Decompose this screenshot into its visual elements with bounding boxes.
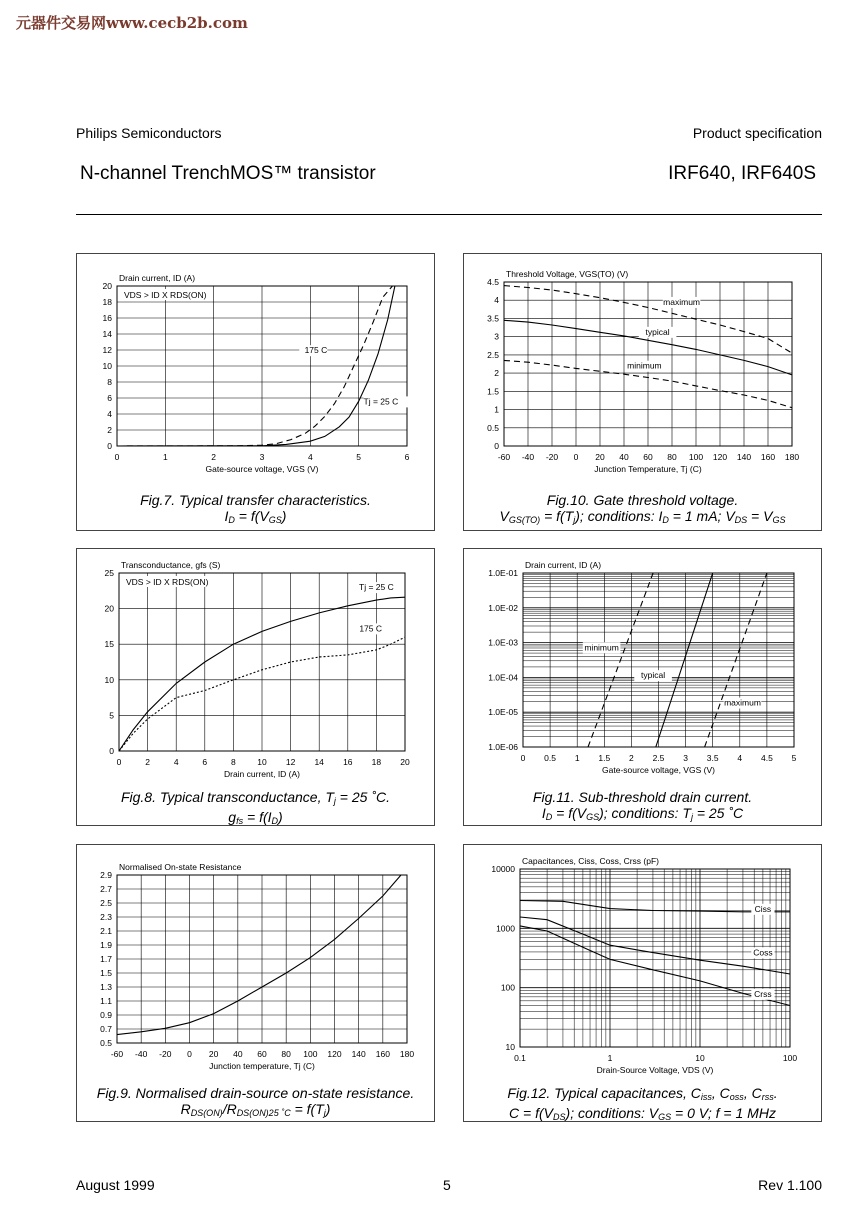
fig11-xtick-label: 5 (791, 753, 797, 763)
fig9-xlabel: Junction temperature, Tj (C) (209, 1061, 315, 1071)
fig8-xtick-label: 10 (257, 757, 267, 767)
fig7-xtick-label: 3 (259, 452, 265, 462)
fig9-ytick-label: 2.3 (100, 912, 112, 922)
fig11-xtick-label: 3 (683, 753, 688, 763)
fig8-xtick-label: 16 (343, 757, 353, 767)
fig9-ytick-label: 2.5 (100, 898, 112, 908)
fig12-xlabel: Drain-Source Voltage, VDS (V) (596, 1065, 714, 1075)
fig9-xtick-label: 0 (187, 1049, 192, 1059)
fig9-ytick-label: 1.9 (100, 940, 112, 950)
fig11-xtick-label: 2 (629, 753, 634, 763)
fig8-annotation: VDS > ID X RDS(ON) (126, 577, 209, 587)
doc-type: Product specification (692, 125, 822, 141)
fig11-panel (463, 548, 822, 826)
fig7-ytick-label: 8 (107, 377, 112, 387)
fig12-series-coss (520, 917, 790, 974)
fig12-chart (464, 845, 821, 1121)
fig7-ytick-label: 10 (102, 361, 112, 371)
fig9-ytick-label: 0.9 (100, 1010, 112, 1020)
fig12-title: Capacitances, Ciss, Coss, Crss (pF) (522, 856, 659, 866)
fig10-ytick-label: 0 (494, 441, 499, 451)
fig10-xlabel: Junction Temperature, Tj (C) (594, 464, 702, 474)
footer-date: August 1999 (76, 1177, 155, 1193)
fig7-xtick-label: 2 (211, 452, 217, 462)
fig9-xtick-label: 120 (327, 1049, 342, 1059)
fig9-ytick-label: 2.1 (100, 926, 112, 936)
fig10-xtick-label: -20 (545, 452, 559, 462)
fig8-xtick-label: 14 (314, 757, 324, 767)
fig10-ytick-label: 4.5 (487, 277, 499, 287)
fig9-ytick-label: 2.9 (100, 870, 112, 880)
fig12-ytick-label: 100 (500, 982, 515, 993)
fig11-xtick-label: 0.5 (544, 753, 557, 763)
fig8-xtick-label: 2 (145, 757, 150, 767)
fig10-title: Threshold Voltage, VGS(TO) (V) (506, 269, 629, 279)
fig11-series-minimum (588, 573, 653, 747)
fig7-chart (77, 254, 434, 530)
fig11-xtick-label: 2.5 (652, 753, 665, 763)
fig9-xtick-label: 20 (208, 1049, 219, 1059)
fig9-xtick-label: 160 (375, 1049, 390, 1059)
fig8-ytick-label: 20 (104, 603, 114, 614)
fig8-xtick-label: 18 (371, 757, 382, 767)
fig7-ytick-label: 12 (102, 345, 112, 355)
part-number: IRF640, IRF640S (668, 163, 816, 184)
fig10-series-label: minimum (627, 360, 662, 371)
fig9-xtick-label: -60 (110, 1049, 124, 1059)
fig7-series-label: 175 C (304, 345, 328, 356)
fig7-title: Drain current, ID (A) (119, 273, 196, 283)
fig7-ytick-label: 2 (107, 425, 112, 435)
fig10-xtick-label: 60 (643, 452, 653, 462)
fig10-xtick-label: 160 (760, 452, 776, 462)
fig12-xtick-label: 10 (695, 1053, 705, 1063)
fig10-xtick-label: -40 (521, 452, 535, 462)
fig7-caption: Fig.7. Typical transfer characteristics. $I_D = f(V_{GS})$ (140, 492, 371, 525)
header-rule (76, 214, 822, 215)
fig12-panel (463, 844, 822, 1122)
fig9-ytick-label: 0.7 (100, 1024, 112, 1034)
fig10-ytick-label: 1.5 (487, 386, 499, 397)
fig7-xtick-label: 0 (114, 452, 120, 462)
fig10-xtick-label: 80 (667, 452, 677, 462)
fig12-ytick-label: 10000 (491, 864, 515, 874)
fig7-ytick-label: 20 (102, 281, 112, 291)
fig8-xtick-label: 0 (116, 757, 122, 767)
fig12-xtick-label: 0.1 (514, 1053, 526, 1063)
fig7-xlabel: Gate-source voltage, VGS (V) (205, 464, 319, 474)
fig8-caption: Fig.8. Typical transconductance, $T_j = 25$ ˚C. $g_{fs} = f(I_D)$ (120, 789, 391, 826)
fig9-ytick-label: 1.3 (100, 982, 112, 992)
fig12-series-label: Coss (753, 947, 773, 958)
fig11-chart (464, 549, 821, 825)
fig9-caption: Fig.9. Normalised drain-source on-state resistance. $R_{DS(ON)}/R_{DS(ON)25 ˚C} = f(T_j)$ (96, 1085, 415, 1118)
fig9-xtick-label: 40 (233, 1049, 243, 1059)
fig10-xtick-label: 0 (573, 452, 579, 462)
fig10-xtick-label: 20 (595, 452, 605, 462)
fig8-xtick-label: 8 (231, 757, 236, 767)
fig7-ytick-label: 0 (107, 441, 112, 451)
fig11-caption: Fig.11. Sub-threshold drain current. $I_D = f(V_{GS})$; conditions: $T_j = 25$ ˚C (532, 789, 753, 822)
fig8-ytick-label: 10 (104, 674, 114, 685)
fig12-xtick-label: 100 (782, 1053, 798, 1063)
fig12-caption: Fig.12. Typical capacitances, $C_{iss}$, $C_{oss}$, $C_{rss}$. $C = f(V_{DS})$; conditions: $V_{GS} = 0$ V; f = 1 MHz (507, 1085, 778, 1122)
fig8-panel (76, 548, 435, 826)
fig9-xtick-label: 100 (303, 1049, 318, 1059)
product-title: N-channel TrenchMOS™ transistor (80, 163, 376, 184)
fig10-caption: Fig.10. Gate threshold voltage. $V_{GS(TO)} = f(T_j)$; conditions: $I_D = 1$ mA; $V_{DS} = V_{GS}$ (499, 492, 786, 525)
fig11-xtick-label: 0 (520, 753, 526, 763)
fig11-title: Drain current, ID (A) (525, 560, 602, 570)
fig12-series-label: Crss (754, 988, 772, 999)
fig9-xtick-label: 180 (399, 1049, 415, 1059)
fig10-xtick-label: 140 (736, 452, 752, 462)
fig10-ytick-label: 3 (494, 331, 499, 342)
fig11-ytick-label: 1.0E-02 (488, 602, 518, 613)
fig10-ytick-label: 0.5 (487, 422, 499, 433)
fig12-ytick-label: 1000 (496, 923, 515, 934)
fig11-ytick-label: 1.0E-01 (488, 568, 518, 578)
fig10-chart (464, 254, 821, 530)
fig7-ytick-label: 4 (107, 409, 112, 419)
fig8-xtick-label: 20 (400, 757, 410, 767)
fig9-panel (76, 844, 435, 1122)
fig8-ytick-label: 5 (109, 710, 114, 721)
fig10-ytick-label: 2 (494, 368, 499, 379)
fig10-ytick-label: 1 (494, 404, 499, 415)
fig11-xtick-label: 1.5 (598, 753, 611, 763)
fig11-ytick-label: 1.0E-04 (488, 672, 518, 683)
fig7-panel (76, 253, 435, 531)
fig10-ytick-label: 2.5 (487, 349, 499, 360)
fig7-ytick-label: 18 (102, 297, 112, 307)
fig9-xtick-label: 140 (351, 1049, 366, 1059)
fig9-xtick-label: -40 (135, 1049, 148, 1059)
fig7-annotation: VDS > ID X RDS(ON) (124, 290, 207, 300)
fig8-ytick-label: 0 (109, 746, 114, 756)
fig12-series-label: Ciss (754, 903, 772, 914)
fig11-xtick-label: 4.5 (760, 753, 773, 763)
fig8-ytick-label: 25 (104, 568, 114, 578)
fig10-panel (463, 253, 822, 531)
fig7-xtick-label: 5 (356, 452, 362, 462)
fig12-series-ciss (520, 901, 790, 912)
fig9-ytick-label: 2.7 (100, 884, 112, 894)
fig11-xlabel: Gate-source voltage, VGS (V) (602, 765, 715, 775)
fig11-xtick-label: 1 (574, 753, 580, 763)
fig9-xtick-label: 80 (281, 1049, 291, 1059)
fig11-ytick-label: 1.0E-06 (488, 742, 518, 752)
fig8-ytick-label: 15 (104, 639, 114, 650)
fig7-xtick-label: 4 (307, 452, 313, 462)
fig7-xtick-label: 1 (162, 452, 168, 462)
fig8-xlabel: Drain current, ID (A) (223, 769, 301, 779)
fig8-title: Transconductance, gfs (S) (121, 560, 221, 570)
fig8-xtick-label: 6 (202, 757, 208, 767)
footer-page: 5 (443, 1177, 451, 1193)
fig7-series-label: Tj = 25 C (363, 396, 399, 407)
fig10-xtick-label: 120 (712, 452, 728, 462)
fig12-xtick-label: 1 (607, 1053, 613, 1063)
company-name: Philips Semiconductors (76, 125, 222, 141)
fig10-ytick-label: 3.5 (487, 313, 499, 324)
fig8-xtick-label: 12 (285, 757, 296, 767)
fig9-ytick-label: 1.1 (100, 996, 112, 1006)
fig7-ytick-label: 6 (107, 393, 112, 403)
footer-revision: Rev 1.100 (758, 1177, 822, 1193)
fig11-xtick-label: 3.5 (706, 753, 719, 763)
fig8-series-label: Tj = 25 C (359, 582, 394, 593)
fig9-chart (77, 845, 434, 1121)
fig9-ytick-label: 0.5 (100, 1038, 112, 1048)
fig11-series-typical (656, 573, 713, 747)
fig11-series-label: typical (641, 670, 666, 681)
fig11-series-maximum (705, 573, 767, 747)
fig11-xtick-label: 4 (737, 753, 743, 763)
fig7-xtick-label: 6 (404, 452, 410, 462)
watermark: 元器件交易网www.cecb2b.com (16, 14, 248, 32)
fig10-series-label: maximum (663, 296, 701, 307)
fig11-series-label: maximum (724, 697, 761, 708)
fig8-xtick-label: 4 (173, 757, 179, 767)
fig8-series-label: 175 C (359, 623, 383, 634)
fig10-xtick-label: 40 (619, 452, 629, 462)
fig12-ytick-label: 10 (505, 1042, 515, 1052)
fig7-ytick-label: 14 (102, 329, 112, 339)
fig11-series-label: minimum (584, 642, 619, 653)
fig10-xtick-label: 180 (784, 452, 800, 462)
fig9-xtick-label: 60 (257, 1049, 267, 1059)
fig10-xtick-label: 100 (688, 452, 704, 462)
fig9-ytick-label: 1.5 (100, 968, 112, 978)
fig11-ytick-label: 1.0E-03 (488, 637, 518, 648)
fig9-title: Normalised On-state Resistance (119, 862, 242, 872)
fig10-series-label: typical (645, 326, 670, 337)
fig11-ytick-label: 1.0E-05 (488, 707, 518, 718)
fig7-ytick-label: 16 (102, 313, 112, 323)
fig9-xtick-label: -20 (159, 1049, 172, 1059)
fig10-ytick-label: 4 (494, 295, 499, 306)
fig10-xtick-label: -60 (497, 452, 511, 462)
fig12-plot-area (520, 869, 790, 1047)
fig8-chart (77, 549, 434, 825)
fig9-ytick-label: 1.7 (100, 954, 112, 964)
